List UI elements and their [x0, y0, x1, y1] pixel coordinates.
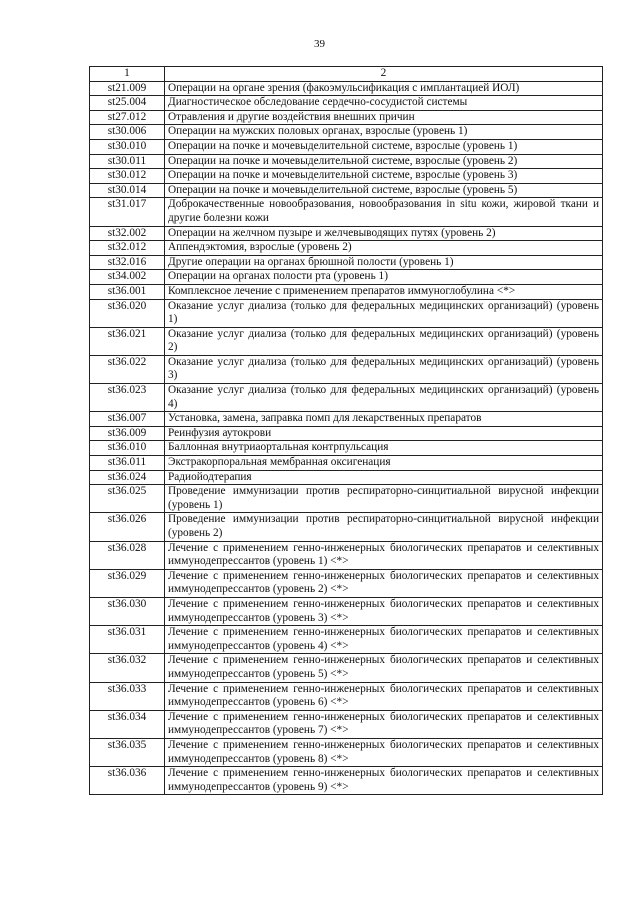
- table-row: [90, 626, 603, 654]
- row-code: st32.016: [90, 255, 165, 270]
- page-number: 39: [314, 38, 325, 50]
- row-name: Баллонная внутриаортальная контрпульсация: [165, 441, 603, 456]
- row-code: st32.012: [90, 241, 165, 256]
- table-row: [90, 198, 603, 226]
- row-code: st27.012: [90, 110, 165, 125]
- table-row: [90, 270, 603, 285]
- row-code: st36.011: [90, 456, 165, 471]
- row-code: st36.024: [90, 470, 165, 485]
- table-row: [90, 412, 603, 427]
- table-body: [90, 81, 603, 795]
- row-code: st36.035: [90, 738, 165, 766]
- table-row: [90, 441, 603, 456]
- table-header-row: [90, 67, 603, 82]
- table-row: [90, 355, 603, 383]
- row-name: Операции на почке и мочевыделительной системе, взрослые (уровень 3): [165, 169, 603, 184]
- code-table: [89, 66, 603, 795]
- column-header-name: 2: [165, 67, 603, 82]
- row-name: Реинфузия аутокрови: [165, 426, 603, 441]
- row-name: Другие операции на органах брюшной полости (уровень 1): [165, 255, 603, 270]
- row-code: st34.002: [90, 270, 165, 285]
- row-name: Лечение с применением генно-инженерных биологических препаратов и селективных иммунодепрессантов (уровень 6) <*>: [165, 682, 603, 710]
- table-row: [90, 226, 603, 241]
- table-row: [90, 513, 603, 541]
- table-row: [90, 125, 603, 140]
- row-code: st36.020: [90, 299, 165, 327]
- row-name: Проведение иммунизации против респираторно-синцитиальной вирусной инфекции (уровень 1): [165, 485, 603, 513]
- row-code: st32.002: [90, 226, 165, 241]
- table-row: [90, 470, 603, 485]
- row-code: st30.012: [90, 169, 165, 184]
- row-name: Экстракорпоральная мембранная оксигенация: [165, 456, 603, 471]
- table-row: [90, 284, 603, 299]
- table-row: [90, 456, 603, 471]
- row-name: Операции на органах полости рта (уровень 1): [165, 270, 603, 285]
- row-name: Лечение с применением генно-инженерных биологических препаратов и селективных иммунодепрессантов (уровень 2) <*>: [165, 569, 603, 597]
- row-code: st36.029: [90, 569, 165, 597]
- row-code: st36.034: [90, 710, 165, 738]
- row-name: Лечение с применением генно-инженерных биологических препаратов и селективных иммунодепрессантов (уровень 3) <*>: [165, 597, 603, 625]
- row-name: Оказание услуг диализа (только для федеральных медицинских организаций) (уровень 4): [165, 384, 603, 412]
- table-row: [90, 654, 603, 682]
- row-name: Операции на почке и мочевыделительной системе, взрослые (уровень 2): [165, 154, 603, 169]
- row-name: Оказание услуг диализа (только для федеральных медицинских организаций) (уровень 2): [165, 327, 603, 355]
- table-row: [90, 169, 603, 184]
- table-row: [90, 139, 603, 154]
- table-row: [90, 384, 603, 412]
- row-name: Лечение с применением генно-инженерных биологических препаратов и селективных иммунодепрессантов (уровень 1) <*>: [165, 541, 603, 569]
- table-row: [90, 541, 603, 569]
- row-code: st36.007: [90, 412, 165, 427]
- row-code: st30.014: [90, 183, 165, 198]
- row-code: st36.028: [90, 541, 165, 569]
- row-code: st36.009: [90, 426, 165, 441]
- row-code: st30.011: [90, 154, 165, 169]
- row-name: Оказание услуг диализа (только для федеральных медицинских организаций) (уровень 3): [165, 355, 603, 383]
- row-name: Лечение с применением генно-инженерных биологических препаратов и селективных иммунодепрессантов (уровень 5) <*>: [165, 654, 603, 682]
- row-name: Операции на мужских половых органах, взрослые (уровень 1): [165, 125, 603, 140]
- column-header-code: 1: [90, 67, 165, 82]
- table-row: [90, 255, 603, 270]
- row-code: st36.036: [90, 767, 165, 795]
- row-code: st25.004: [90, 96, 165, 111]
- row-code: st36.030: [90, 597, 165, 625]
- table-row: [90, 241, 603, 256]
- row-name: Лечение с применением генно-инженерных биологических препаратов и селективных иммунодепрессантов (уровень 7) <*>: [165, 710, 603, 738]
- table-row: [90, 569, 603, 597]
- row-code: st36.001: [90, 284, 165, 299]
- row-code: st36.010: [90, 441, 165, 456]
- row-name: Аппендэктомия, взрослые (уровень 2): [165, 241, 603, 256]
- row-name: Доброкачественные новообразования, новообразования in situ кожи, жировой ткани и другие болезни кожи: [165, 198, 603, 226]
- row-code: st31.017: [90, 198, 165, 226]
- row-name: Лечение с применением генно-инженерных биологических препаратов и селективных иммунодепрессантов (уровень 8) <*>: [165, 738, 603, 766]
- row-code: st36.031: [90, 626, 165, 654]
- row-code: st30.010: [90, 139, 165, 154]
- table-row: [90, 710, 603, 738]
- row-name: Комплексное лечение с применением препаратов иммуноглобулина <*>: [165, 284, 603, 299]
- row-code: st36.026: [90, 513, 165, 541]
- row-name: Операции на органе зрения (факоэмульсификация с имплантацией ИОЛ): [165, 81, 603, 96]
- row-name: Проведение иммунизации против респираторно-синцитиальной вирусной инфекции (уровень 2): [165, 513, 603, 541]
- table-row: [90, 96, 603, 111]
- row-code: st36.021: [90, 327, 165, 355]
- row-code: st36.025: [90, 485, 165, 513]
- row-name: Отравления и другие воздействия внешних причин: [165, 110, 603, 125]
- table-row: [90, 597, 603, 625]
- table-row: [90, 738, 603, 766]
- row-name: Лечение с применением генно-инженерных биологических препаратов и селективных иммунодепрессантов (уровень 9) <*>: [165, 767, 603, 795]
- row-code: st21.009: [90, 81, 165, 96]
- row-name: Радиойодтерапия: [165, 470, 603, 485]
- table-row: [90, 485, 603, 513]
- table-row: [90, 767, 603, 795]
- row-code: st36.032: [90, 654, 165, 682]
- table-row: [90, 299, 603, 327]
- table-row: [90, 682, 603, 710]
- row-name: Операции на желчном пузыре и желчевыводящих путях (уровень 2): [165, 226, 603, 241]
- row-code: st36.023: [90, 384, 165, 412]
- row-code: st30.006: [90, 125, 165, 140]
- row-code: st36.022: [90, 355, 165, 383]
- table-row: [90, 110, 603, 125]
- row-code: st36.033: [90, 682, 165, 710]
- row-name: Лечение с применением генно-инженерных биологических препаратов и селективных иммунодепрессантов (уровень 4) <*>: [165, 626, 603, 654]
- row-name: Установка, замена, заправка помп для лекарственных препаратов: [165, 412, 603, 427]
- table-row: [90, 183, 603, 198]
- table-row: [90, 154, 603, 169]
- row-name: Операции на почке и мочевыделительной системе, взрослые (уровень 1): [165, 139, 603, 154]
- table-row: [90, 327, 603, 355]
- row-name: Операции на почке и мочевыделительной системе, взрослые (уровень 5): [165, 183, 603, 198]
- table-row: [90, 426, 603, 441]
- table-row: [90, 81, 603, 96]
- row-name: Диагностическое обследование сердечно-сосудистой системы: [165, 96, 603, 111]
- row-name: Оказание услуг диализа (только для федеральных медицинских организаций) (уровень 1): [165, 299, 603, 327]
